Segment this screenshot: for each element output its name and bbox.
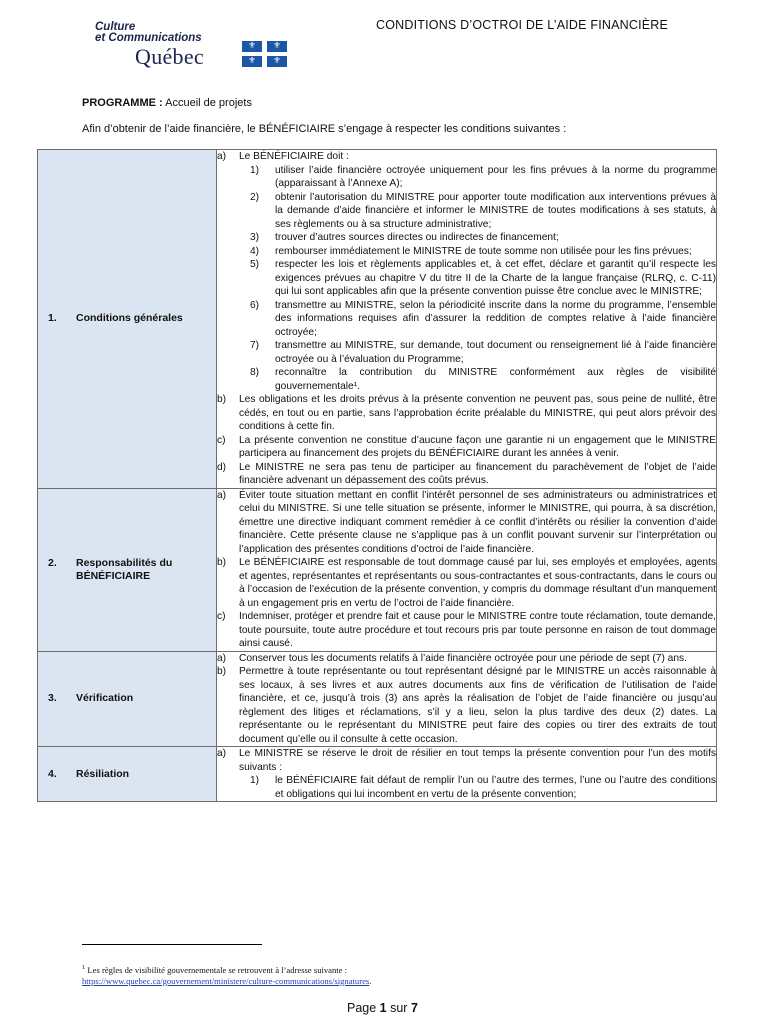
section-heading-cell (38, 488, 217, 651)
footnote-text: Les règles de visibilité gouvernementale se retrouvent à l’adresse suivante : (85, 964, 348, 975)
page-middle: sur (386, 1001, 411, 1015)
fleur-de-lis-icon: ⚜ (247, 41, 257, 51)
programme-line (82, 97, 252, 109)
item-letter: c) (217, 611, 226, 622)
fleur-de-lis-icon: ⚜ (272, 56, 282, 66)
conditions-table (37, 149, 717, 802)
item-text: Le MINISTRE se réserve le droit de résilier en tout temps la présente convention pour l’un des motifs suivants : (239, 748, 716, 773)
programme-value: Accueil de projets (162, 97, 252, 109)
section-content-cell (217, 488, 717, 651)
condition-item (217, 610, 716, 651)
subitem-text: reconnaître la contribution du MINISTRE conformément aux règles de visibilité gouvernementale¹. (275, 367, 716, 392)
section-heading-cell (38, 747, 217, 802)
item-text: Éviter toute situation mettant en conflit l’intérêt personnel de ses administrateurs ou administratrices et celui du MINISTRE. Si une telle situation se présente, informer le MINISTRE, qui pourra, à sa discrétion, émettre une directive indiquant comment remédier à ce conflit d’intérêts ou résilier la convention d’aide financière. Cette présente clause ne s’applique pas à un conflit pouvant survenir sur l’interprétation ou l’application des présentes conditions d’octroi de l’aide financière. (239, 489, 716, 555)
item-text: Permettre à toute représentante ou tout représentant désigné par le MINISTRE un accès raisonnable à ses locaux, à ses livres et aux autres documents aux fins de vérification de l’utilisation de l’aide financière, et ce, jusqu’à trois (3) ans après la réalisation de l’objet de l’aide financière ou jusqu’au règlement des litiges et réclamations, s’il y a lieu, selon la plus tardive des deux (2) dates. La représentante ou le représentant du MINISTRE peut faire des copies ou tirer des extraits de tout document qu’elle ou il consulte à cette occasion. (239, 666, 716, 745)
page-total: 7 (410, 1001, 418, 1015)
footnote-period: . (369, 975, 372, 986)
page-prefix: Page (347, 1001, 380, 1015)
item-text: La présente convention ne constitue d’aucune façon une garantie ni un engagement que le MINISTRE participera au financement des projets du BÉNÉFICIAIRE durant les années à venir. (239, 434, 716, 459)
condition-subitem (239, 164, 716, 191)
condition-item (217, 434, 716, 461)
condition-section-row (38, 150, 717, 489)
item-letter: b) (217, 557, 227, 568)
logo-line-2: et Communications (95, 32, 202, 44)
section-number: 4. (48, 767, 57, 780)
condition-subitem (239, 366, 716, 393)
section-number: 3. (48, 692, 57, 705)
programme-label: PROGRAMME : (82, 97, 163, 109)
ministry-logo (95, 22, 305, 70)
subitem-text: respecter les lois et règlements applicables et, à cet effet, déclare et garantit qu’il respecte les exigences prévues au chapitre V du titre II de la Charte de la langue française (RLRQ, c. C-11) qui lui sont applicables afin que la présente convention puisse être conclue avec le MINISTRE; (275, 259, 716, 297)
item-letter: a) (217, 748, 227, 759)
item-letter: b) (217, 666, 227, 677)
section-number: 1. (48, 312, 57, 325)
subitem-text: transmettre au MINISTRE, sur demande, tout document ou renseignement lié à l’aide financière octroyée ou à l’évaluation du Programme; (275, 340, 716, 365)
condition-subitem (239, 339, 716, 366)
item-letter: a) (217, 151, 227, 162)
footnote-link[interactable]: https://www.quebec.ca/gouvernement/ministere/culture-communications/signatures (82, 975, 370, 986)
quebec-flag-icon (242, 41, 287, 67)
section-content-cell (217, 747, 717, 802)
subitem-text: transmettre au MINISTRE, selon la périodicité inscrite dans la norme du programme, l’ensemble des informations requises afin d’assurer la reddition de comptes relative à l’aide financière octroyée; (275, 299, 716, 338)
subitem-text: utiliser l’aide financière octroyée uniquement pour les fins prévues à la norme du programme (apparaissant à l’Annexe A); (275, 164, 716, 189)
item-text: Indemniser, protéger et prendre fait et cause pour le MINISTRE contre toute réclamation, toute demande, toute poursuite, toute autre procédure et tout recours pris par toute personne en raison de tout dommage ainsi causé. (239, 611, 716, 649)
condition-subitem (239, 258, 716, 299)
logo-line-3: Québec (135, 44, 204, 69)
item-text: Le BÉNÉFICIAIRE doit : (239, 151, 349, 162)
section-title: Conditions générales (76, 312, 183, 325)
section-title: Résiliation (76, 767, 130, 780)
condition-section-row (38, 747, 717, 802)
item-letter: c) (217, 434, 226, 446)
footnote (82, 962, 371, 987)
page-current: 1 (379, 1001, 387, 1015)
subitem-number: 5) (249, 259, 259, 270)
condition-subitem (239, 231, 716, 245)
condition-section-row (38, 488, 717, 651)
subitem-number: 3) (249, 232, 259, 243)
subitem-number: 4) (249, 245, 259, 257)
condition-item (217, 393, 716, 434)
condition-subitem (239, 299, 716, 340)
section-title: Responsabilités du BÉNÉFICIAIRE (76, 556, 173, 582)
item-text: Conserver tous les documents relatifs à l’aide financière octroyée pour une période de sept (7) ans. (239, 652, 687, 664)
subitem-number: 2) (249, 191, 259, 203)
item-letter: d) (217, 461, 227, 473)
fleur-de-lis-icon: ⚜ (272, 41, 282, 51)
document-header-title: CONDITIONS D’OCTROI DE L’AIDE FINANCIÈRE (376, 18, 669, 32)
section-number: 2. (48, 556, 57, 569)
condition-subitem (239, 191, 716, 232)
section-content-cell (217, 150, 717, 489)
item-text: Le BÉNÉFICIAIRE est responsable de tout dommage causé par lui, ses employés et employées, agents et agentes, représentantes et représentants ou sous-contractantes et sous-contractants, dans le cours ou à l’occasion de l’exécution de la présente convention, y compris du dommage résultant d’un manquement à un engagement pris en vertu de l’octroi de l’aide financière. (239, 557, 716, 609)
item-letter: b) (217, 394, 227, 405)
condition-item (217, 652, 716, 666)
subitem-text: trouver d’autres sources directes ou indirectes de financement; (275, 232, 559, 243)
subitem-number: 1) (249, 775, 259, 786)
fleur-de-lis-icon: ⚜ (247, 56, 257, 66)
condition-section-row (38, 651, 717, 747)
section-heading-cell (38, 150, 217, 489)
section-content-cell (217, 651, 717, 747)
footnote-divider (82, 944, 262, 945)
page-number (347, 1001, 418, 1015)
item-letter: a) (217, 652, 227, 664)
subitem-number: 8) (249, 367, 259, 378)
section-title: Vérification (76, 692, 134, 705)
condition-item (217, 489, 716, 557)
condition-item (217, 556, 716, 610)
subitem-number: 1) (249, 164, 259, 176)
item-text: Le MINISTRE ne sera pas tenu de participer au financement du parachèvement de l’objet de l’aide financière advenant un dépassement des coûts prévus. (239, 461, 716, 486)
item-letter: a) (217, 489, 227, 501)
condition-subitem (239, 774, 716, 801)
condition-subitem (239, 245, 716, 259)
section-heading-cell (38, 651, 217, 747)
condition-item (217, 150, 716, 164)
condition-item (217, 747, 716, 774)
subitem-text: obtenir l’autorisation du MINISTRE pour apporter toute modification aux interventions prévues à la demande d’aide financière et informer le MINISTRE de toutes modifications à ses statuts, à ses règlements ou à sa structure administrative; (275, 191, 716, 230)
subitem-number: 7) (249, 340, 259, 351)
subitem-text: le BÉNÉFICIAIRE fait défaut de remplir l’un ou l’autre des termes, l’une ou l’autre des conditions et obligations qui lui incombent en vertu de la présente convention; (275, 775, 716, 800)
subitem-text: rembourser immédiatement le MINISTRE de toute somme non utilisée pour les fins prévues; (275, 245, 692, 257)
condition-item (217, 665, 716, 746)
footnote-mark: 1 (82, 964, 86, 971)
logo-line-1: Culture (95, 21, 136, 33)
subitem-number: 6) (249, 299, 259, 311)
item-text: Les obligations et les droits prévus à la présente convention ne peuvent pas, sous peine de nullité, être cédés, en tout ou en partie, sans l’approbation écrite préalable du MINISTRE, qui peut alors prévoir des conditions à cette fin. (239, 394, 716, 432)
intro-paragraph: Afin d’obtenir de l’aide financière, le BÉNÉFICIAIRE s’engage à respecter les conditions suivantes : (82, 123, 567, 135)
condition-item (217, 461, 716, 488)
